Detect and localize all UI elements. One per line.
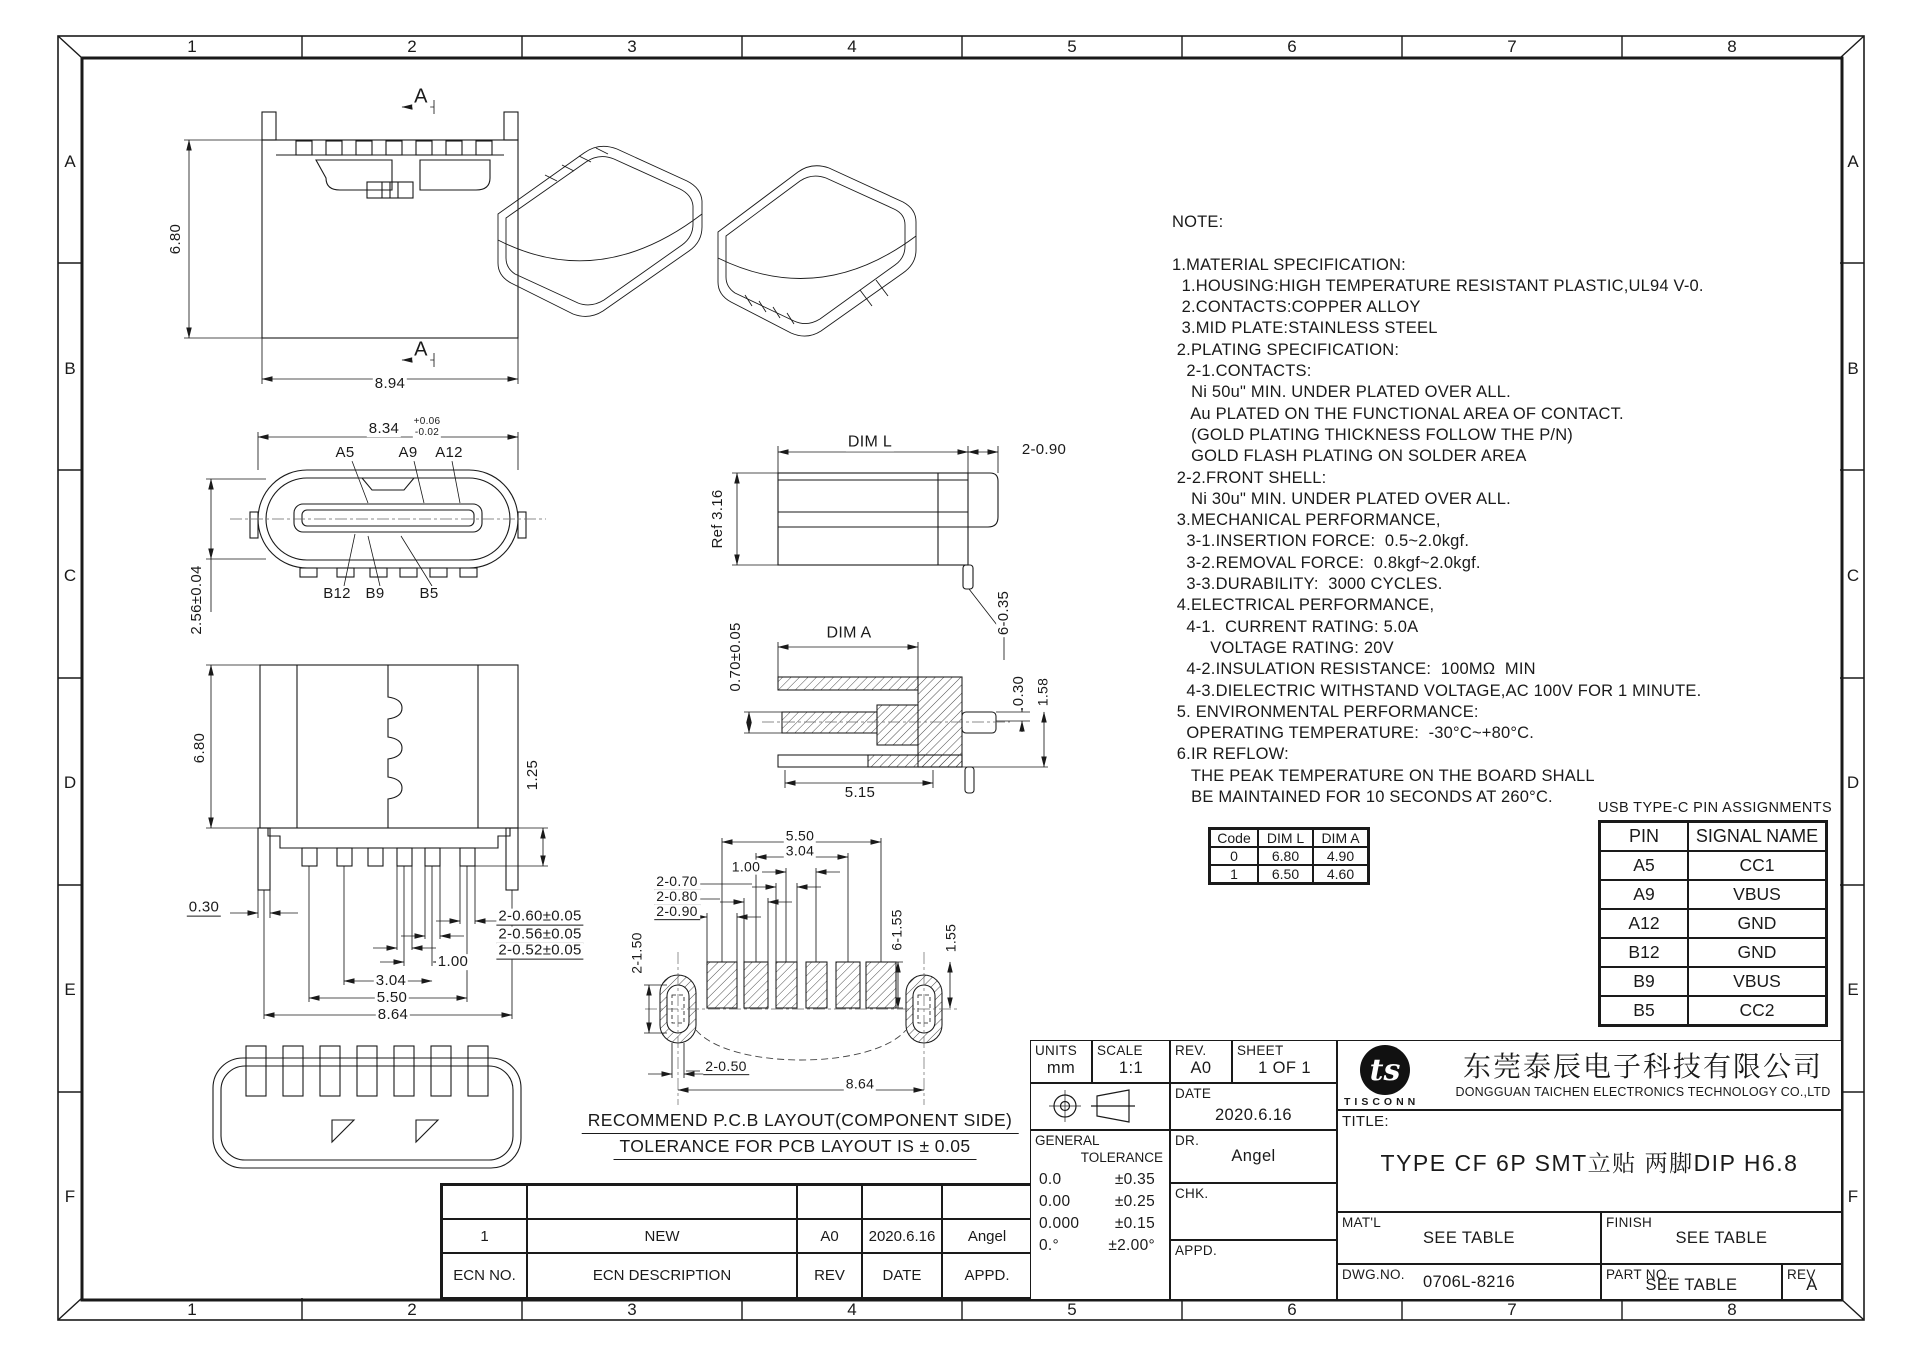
appd-value xyxy=(1171,1241,1336,1299)
dim-pcb_864: 8.64 xyxy=(845,1075,875,1092)
dim-fv_h: 6.80 xyxy=(167,223,185,255)
zone-letter: D xyxy=(63,772,77,792)
dim-rv_125: 1.25 xyxy=(524,759,542,791)
dim-sc_030: 0.30 xyxy=(1010,675,1028,707)
dim-pcb_080: 2-0.80 xyxy=(656,888,698,905)
dim-sc_515: 5.15 xyxy=(844,784,876,802)
matl-cell xyxy=(1337,1212,1601,1264)
note-line: NOTE: xyxy=(1172,213,1224,231)
dim-sv_635: 6-0.35 xyxy=(995,590,1013,636)
zone-number: 7 xyxy=(1507,37,1517,56)
gtol-deviation: ±0.35 xyxy=(1114,1171,1155,1188)
note-line: 4-2.INSULATION RESISTANCE: 100MΩ MIN xyxy=(1172,660,1536,679)
note-line: 4-3.DIELECTRIC WITHSTAND VOLTAGE,AC 100V FOR 1 MINUTE. xyxy=(1172,681,1702,700)
zone-number: 6 xyxy=(1287,37,1297,56)
note-line: 4.ELECTRICAL PERFORMANCE, xyxy=(1172,596,1435,615)
appd-cell xyxy=(1170,1240,1337,1300)
view-bottom xyxy=(213,1046,521,1168)
note-line: GOLD FLASH PLATING ON SOLDER AREA xyxy=(1172,447,1527,466)
projection-symbol-cell xyxy=(1030,1083,1170,1130)
gtol-nominal: 0.° xyxy=(1039,1237,1060,1254)
pin-table-header: PIN xyxy=(1600,822,1688,851)
zone-number: 5 xyxy=(1067,1300,1077,1319)
dim-pcb_100: 1.00 xyxy=(731,858,761,875)
note-line: 5. ENVIRONMENTAL PERFORMANCE: xyxy=(1172,702,1479,721)
gtol-nominal: 0.0 xyxy=(1039,1171,1062,1188)
code-table-cell: 4.60 xyxy=(1313,865,1368,883)
gtol-label-2: TOLERANCE xyxy=(1080,1150,1163,1165)
ecn-row-no: 1 xyxy=(442,1219,527,1253)
chk-cell xyxy=(1170,1183,1337,1240)
view-section xyxy=(778,677,996,793)
dim-pcb_155a: 6-1.55 xyxy=(888,909,905,951)
zone-letter: B xyxy=(1847,358,1859,378)
note-line xyxy=(1172,233,1704,254)
dim-rv_680: 6.80 xyxy=(191,732,209,764)
dim-rv_100: 1.00 xyxy=(437,953,469,971)
zone-number: 6 xyxy=(1287,1300,1297,1319)
view-isometric-left xyxy=(498,146,702,316)
dim-rv_030: 0.30 xyxy=(188,898,220,916)
zone-letter: E xyxy=(1847,979,1859,999)
gtol-label-1: GENERAL xyxy=(1035,1133,1100,1148)
chk-value xyxy=(1171,1184,1336,1239)
title-cell xyxy=(1337,1110,1842,1212)
dim-fc_a5: A5 xyxy=(335,444,355,462)
dim-fc_wtd: -0.02 xyxy=(414,426,440,438)
dim-fv_a2: A xyxy=(414,338,428,361)
pin-table-cell: GND xyxy=(1688,938,1826,967)
note-line: 3-1.INSERTION FORCE: 0.5~2.0kgf. xyxy=(1172,532,1470,551)
dim-pcb_090: 2-0.90 xyxy=(656,903,698,920)
note-line: OPERATING TEMPERATURE: -30°C~+80°C. xyxy=(1172,724,1535,743)
note-line: BE MAINTAINED FOR 10 SECONDS AT 260°C. xyxy=(1172,788,1553,807)
rev2-label: REV xyxy=(1787,1267,1816,1282)
rev2-value: A xyxy=(1806,1276,1818,1294)
note-line: 3-2.REMOVAL FORCE: 0.8kgf~2.0kgf. xyxy=(1172,553,1481,572)
pin-table-cell: CC1 xyxy=(1688,851,1826,880)
ecn-header-description: ECN DESCRIPTION xyxy=(527,1253,797,1298)
note-line: VOLTAGE RATING: 20V xyxy=(1172,638,1394,657)
zone-number: 8 xyxy=(1727,1300,1737,1319)
sheet-value: 1 OF 1 xyxy=(1258,1059,1311,1077)
ecn-row-date: 2020.6.16 xyxy=(862,1219,942,1253)
ecn-header-date: DATE xyxy=(862,1253,942,1298)
zone-number: 5 xyxy=(1067,37,1077,56)
chk-label: CHK. xyxy=(1175,1186,1209,1201)
ecn-empty-cell xyxy=(862,1185,942,1219)
part-no-value: SEE TABLE xyxy=(1645,1276,1738,1294)
dim-rv_056: 2-0.56±0.05 xyxy=(498,925,582,943)
matl-label: MAT'L xyxy=(1342,1215,1382,1230)
dim-fc_b12: B12 xyxy=(323,585,351,603)
note-line: 4-1. CURRENT RATING: 5.0A xyxy=(1172,617,1419,636)
finish-cell xyxy=(1601,1212,1842,1264)
ecn-empty-cell xyxy=(442,1185,527,1219)
general-tolerance-cell xyxy=(1030,1130,1170,1300)
view-pcb xyxy=(660,962,942,1043)
view-side xyxy=(778,473,998,589)
ecn-empty-cell xyxy=(527,1185,797,1219)
tisconn-logo-name: TISCONN xyxy=(1344,1096,1420,1108)
pin-table-cell: CC2 xyxy=(1688,996,1826,1025)
dim-rv_550: 5.50 xyxy=(376,989,408,1007)
pin-assignment-table xyxy=(1598,820,1828,1027)
matl-value: SEE TABLE xyxy=(1423,1228,1515,1247)
note-line: Ni 50u" MIN. UNDER PLATED OVER ALL. xyxy=(1172,383,1511,402)
zone-number: 7 xyxy=(1507,1300,1517,1319)
dim-fc_h: 2.56±0.04 xyxy=(188,565,206,635)
note-line: 2-1.CONTACTS: xyxy=(1172,362,1312,381)
code-table-cell: 4.90 xyxy=(1313,847,1368,865)
zone-number: 1 xyxy=(187,1300,197,1319)
gtol-nominal: 0.000 xyxy=(1039,1215,1080,1232)
gtol-nominal: 0.00 xyxy=(1039,1193,1071,1210)
view-front xyxy=(262,112,518,338)
zone-letter: E xyxy=(64,979,76,999)
dim-pcb_070: 2-0.70 xyxy=(656,873,698,890)
gtol-deviation: ±2.00° xyxy=(1108,1237,1155,1254)
company-name-en: DONGGUAN TAICHEN ELECTRONICS TECHNOLOGY CO.,LTD xyxy=(1455,1085,1831,1099)
pcb-caption-line1: RECOMMEND P.C.B LAYOUT(COMPONENT SIDE) xyxy=(582,1110,1019,1134)
pin-table-cell: VBUS xyxy=(1688,967,1826,996)
rev-value: A0 xyxy=(1190,1059,1212,1077)
ecn-header-appd: APPD. xyxy=(942,1253,1032,1298)
pin-table-cell: B12 xyxy=(1600,938,1688,967)
projection-angle-icon xyxy=(1031,1084,1169,1128)
view-front-dims xyxy=(184,100,518,384)
pcb-caption-line2: TOLERANCE FOR PCB LAYOUT IS ± 0.05 xyxy=(614,1136,977,1160)
ecn-header-no: ECN NO. xyxy=(442,1253,527,1298)
part-no-cell xyxy=(1601,1264,1782,1300)
appd-label: APPD. xyxy=(1175,1243,1218,1258)
code-dim-table xyxy=(1208,827,1370,885)
gtol-deviation: ±0.25 xyxy=(1114,1193,1155,1210)
gtol-row xyxy=(1031,1169,1169,1191)
dwg-no-value: 0706L-8216 xyxy=(1422,1272,1516,1291)
note-line: 3.MID PLATE:STAINLESS STEEL xyxy=(1172,319,1438,338)
sheet-label: SHEET xyxy=(1237,1043,1284,1058)
rev-cell xyxy=(1170,1040,1232,1083)
zone-letter: D xyxy=(1846,772,1860,792)
zone-number: 4 xyxy=(847,1300,857,1319)
dwg-no-cell xyxy=(1337,1264,1601,1300)
dim-sv_090: 2-0.90 xyxy=(1021,441,1067,459)
scale-value: 1:1 xyxy=(1118,1059,1144,1077)
sheet-cell xyxy=(1232,1040,1337,1083)
zone-letter: C xyxy=(63,565,77,585)
units-cell xyxy=(1030,1040,1092,1083)
dr-value: Angel xyxy=(1231,1147,1276,1165)
note-line: 1.HOUSING:HIGH TEMPERATURE RESISTANT PLASTIC,UL94 V-0. xyxy=(1172,276,1704,295)
pin-table-cell: B9 xyxy=(1600,967,1688,996)
finish-value: SEE TABLE xyxy=(1675,1228,1768,1247)
dim-fc_a12: A12 xyxy=(435,444,463,462)
date-cell xyxy=(1170,1083,1337,1130)
scale-label: SCALE xyxy=(1097,1043,1143,1058)
note-line: 2.PLATING SPECIFICATION: xyxy=(1172,340,1400,359)
gtol-rows xyxy=(1031,1169,1169,1257)
ecn-empty-cell xyxy=(942,1185,1032,1219)
ecn-header-rev: REV xyxy=(797,1253,862,1298)
dim-pcb_050: 2-0.50 xyxy=(705,1058,747,1075)
units-value: mm xyxy=(1046,1059,1076,1077)
code-table-cell: 1 xyxy=(1210,865,1258,883)
zone-number: 1 xyxy=(187,37,197,56)
pin-table-cell: A12 xyxy=(1600,909,1688,938)
zone-letter: F xyxy=(1847,1186,1859,1206)
note-line: Ni 30u" MIN. UNDER PLATED OVER ALL. xyxy=(1172,489,1511,508)
zone-letter: A xyxy=(64,151,76,171)
view-face xyxy=(250,461,526,586)
ecn-row-description: NEW xyxy=(527,1219,797,1253)
dim-fc_b9: B9 xyxy=(365,585,385,603)
note-line: Au PLATED ON THE FUNCTIONAL AREA OF CONTACT. xyxy=(1172,404,1624,423)
gtol-row xyxy=(1031,1235,1169,1257)
dim-fc_b5: B5 xyxy=(419,585,439,603)
dim-sc_158: 1.58 xyxy=(1034,677,1051,707)
code-table-header: DIM A xyxy=(1313,829,1368,847)
zone-letter: F xyxy=(64,1186,76,1206)
company-name-cn: 东莞泰辰电子科技有限公司 xyxy=(1462,1051,1823,1082)
dim-rv_052: 2-0.52±0.05 xyxy=(498,941,582,959)
pin-table-cell: A5 xyxy=(1600,851,1688,880)
view-rear-dims xyxy=(206,665,548,1019)
note-line: 6.IR REFLOW: xyxy=(1172,745,1289,764)
zone-letter: B xyxy=(64,358,76,378)
dr-cell xyxy=(1170,1130,1337,1183)
pin-table-title: USB TYPE-C PIN ASSIGNMENTS xyxy=(1598,800,1833,816)
note-line: 2-2.FRONT SHELL: xyxy=(1172,468,1327,487)
code-table-header: Code xyxy=(1210,829,1258,847)
dim-rv_864: 8.64 xyxy=(377,1006,409,1024)
pin-table-cell: GND xyxy=(1688,909,1826,938)
dim-pcb_550: 5.50 xyxy=(785,827,815,844)
view-isometric-right xyxy=(718,166,916,336)
dim-sc_070: 0.70±0.05 xyxy=(727,622,745,692)
dwg-no-label: DWG.NO. xyxy=(1342,1267,1405,1282)
title-block xyxy=(1030,1040,1842,1300)
dim-fc_wtu: +0.06 xyxy=(413,415,441,427)
gtol-deviation: ±0.15 xyxy=(1114,1215,1155,1232)
dim-fc_w: 8.34 xyxy=(368,420,400,438)
rev-label: REV. xyxy=(1175,1043,1207,1058)
dr-label: DR. xyxy=(1175,1133,1200,1148)
zone-letter: A xyxy=(1847,151,1859,171)
scale-cell xyxy=(1092,1040,1170,1083)
zone-number: 4 xyxy=(847,37,857,56)
pcb-outline-dashed xyxy=(696,1030,906,1060)
finish-label: FINISH xyxy=(1606,1215,1653,1230)
dim-pcb_150: 2-1.50 xyxy=(628,932,645,974)
dim-sc_dima: DIM A xyxy=(826,624,872,642)
dim-fv_w: 8.94 xyxy=(374,375,406,393)
zone-number: 2 xyxy=(407,37,417,56)
ecn-table xyxy=(440,1183,1034,1300)
dim-pcb_155b: 1.55 xyxy=(942,923,959,953)
company-cell xyxy=(1337,1040,1842,1110)
code-table-cell: 0 xyxy=(1210,847,1258,865)
pin-table-header: SIGNAL NAME xyxy=(1688,822,1826,851)
drawing-title: TYPE CF 6P SMT立贴 两脚DIP H6.8 xyxy=(1380,1149,1799,1176)
dim-sv_ref: Ref 3.16 xyxy=(709,489,727,549)
note-line: 1.MATERIAL SPECIFICATION: xyxy=(1172,255,1406,274)
ecn-row-rev: A0 xyxy=(797,1219,862,1253)
pin-table-cell: A9 xyxy=(1600,880,1688,909)
zone-number: 8 xyxy=(1727,37,1737,56)
dim-rv_060: 2-0.60±0.05 xyxy=(498,907,582,925)
dim-rv_304: 3.04 xyxy=(375,972,407,990)
zone-letter: C xyxy=(1846,565,1860,585)
dim-sv_diml: DIM L xyxy=(847,433,893,451)
dim-fv_a1: A xyxy=(414,85,428,108)
ecn-row-appd: Angel xyxy=(942,1219,1032,1253)
code-table-cell: 6.80 xyxy=(1258,847,1313,865)
ecn-empty-cell xyxy=(797,1185,862,1219)
units-label: UNITS xyxy=(1035,1043,1077,1058)
note-line: (GOLD PLATING THICKNESS FOLLOW THE P/N) xyxy=(1172,425,1573,444)
zone-number: 2 xyxy=(407,1300,417,1319)
view-face-dims xyxy=(206,432,518,612)
rev2-cell xyxy=(1782,1264,1842,1300)
zone-number: 3 xyxy=(627,1300,637,1319)
pin-table-cell: VBUS xyxy=(1688,880,1826,909)
dim-pcb_304: 3.04 xyxy=(785,842,815,859)
code-table-header: DIM L xyxy=(1258,829,1313,847)
zone-number: 3 xyxy=(627,37,637,56)
date-value: 2020.6.16 xyxy=(1214,1106,1292,1124)
note-line: 3-3.DURABILITY: 3000 CYCLES. xyxy=(1172,575,1443,594)
part-no-label: PART NO. xyxy=(1606,1267,1671,1282)
pin-table-cell: B5 xyxy=(1600,996,1688,1025)
date-label: DATE xyxy=(1175,1086,1212,1101)
note-line: 2.CONTACTS:COPPER ALLOY xyxy=(1172,298,1421,317)
note-block xyxy=(1172,212,1704,808)
note-line: 3.MECHANICAL PERFORMANCE, xyxy=(1172,511,1441,530)
title-label: TITLE: xyxy=(1342,1113,1389,1130)
tisconn-logo-icon: ts xyxy=(1360,1045,1410,1095)
gtol-row xyxy=(1031,1213,1169,1235)
dim-fc_a9: A9 xyxy=(398,444,418,462)
note-line: THE PEAK TEMPERATURE ON THE BOARD SHALL xyxy=(1172,766,1595,785)
code-table-cell: 6.50 xyxy=(1258,865,1313,883)
view-rear xyxy=(258,665,518,890)
gtol-row xyxy=(1031,1191,1169,1213)
